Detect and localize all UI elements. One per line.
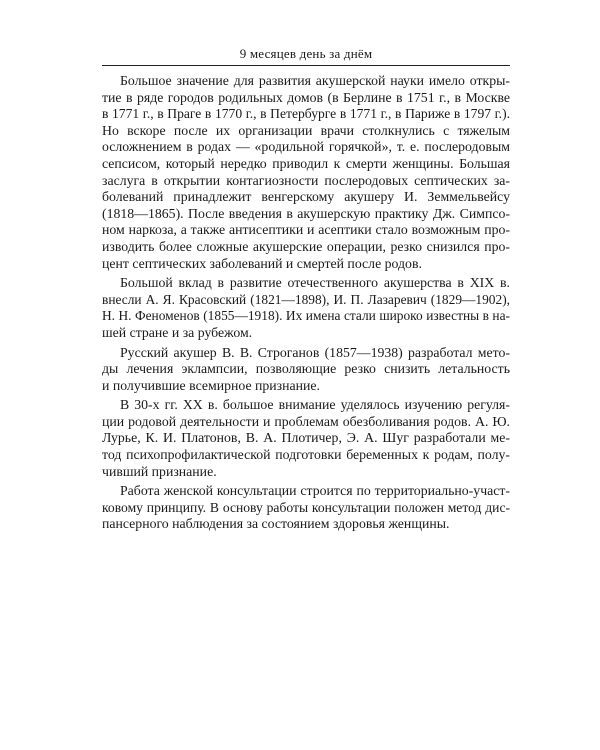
text-line: Н. Н. Феноменов (1855—1918). Их имена стали широко известны в на-	[102, 308, 510, 324]
text-line: сепсисом, который нередко приводил к смерти женщины. Большая	[102, 155, 510, 171]
text-line: тие в ряде городов родильных домов (в Берлине в 1751 г., в Москве	[102, 89, 510, 105]
text-line: В 30-х гг. XX в. большое внимание уделялось изучению регуля-	[120, 397, 510, 413]
text-line: пансерного наблюдения за состоянием здоровья женщины.	[102, 516, 450, 532]
text-line: (1818—1865). После введения в акушерскую практику Дж. Симпсо-	[102, 205, 510, 221]
text-line: осложнением в родах — «родильной горячкой», т. е. послеродовым	[102, 139, 510, 155]
text-line: Работа женской консультации строится по территориально-участ-	[120, 483, 510, 499]
text-line: ном наркоза, а также антисептики и асептики стало возможным про-	[102, 222, 510, 238]
header-rule	[102, 65, 510, 66]
text-line: внесли А. Я. Красовский (1821—1898), И. П. Лазаревич (1829—1902),	[102, 291, 510, 307]
text-line: ды лечения эклампсии, позволяющие резко снизить летальность	[102, 361, 510, 377]
text-line: тод психопрофилактической подготовки беременных к родам, полу-	[102, 447, 510, 463]
text-line: шей стране и за рубежом.	[102, 324, 253, 340]
text-line: заслуга в открытии контагиозности послеродовых септических за-	[102, 172, 510, 188]
text-line: ковому принципу. В основу работы консультации положен метод дис-	[102, 499, 510, 515]
text-line: ции родовой деятельности и проблемам обезболивания родов. А. Ю.	[102, 413, 510, 429]
paragraph	[102, 483, 510, 533]
text-line: в 1771 г., в Праге в 1770 г., в Петербурге в 1771 г., в Париже в 1797 г.).	[102, 106, 510, 122]
text-line: Русский акушер В. В. Строганов (1857—1938) разработал мето-	[120, 344, 510, 360]
paragraph	[102, 275, 510, 341]
running-header: 9 месяцев день за днём	[239, 46, 373, 61]
paragraph	[102, 397, 510, 480]
paragraph	[102, 73, 510, 272]
text-line: чивший признание.	[102, 463, 217, 479]
paragraph	[102, 345, 510, 395]
body-text	[102, 73, 510, 536]
text-line: Но вскоре после их организации врачи столкнулись с тяжелым	[102, 122, 510, 138]
text-line: Лурье, К. И. Платонов, В. А. Плотичер, Э. А. Шуг разработали ме-	[102, 430, 510, 446]
text-line: изводить более сложные акушерские операции, резко снизился про-	[102, 238, 510, 254]
text-line: Большое значение для развития акушерской науки имело откры-	[120, 73, 510, 88]
text-line: болеваний принадлежит венгерскому акушеру И. Земмельвейсу	[102, 189, 510, 205]
text-line: и получившие всемирное признание.	[102, 377, 320, 393]
text-line: Большой вклад в развитие отечественного акушерства в XIX в.	[120, 275, 510, 291]
text-line: цент септических заболеваний и смертей после родов.	[102, 255, 422, 271]
